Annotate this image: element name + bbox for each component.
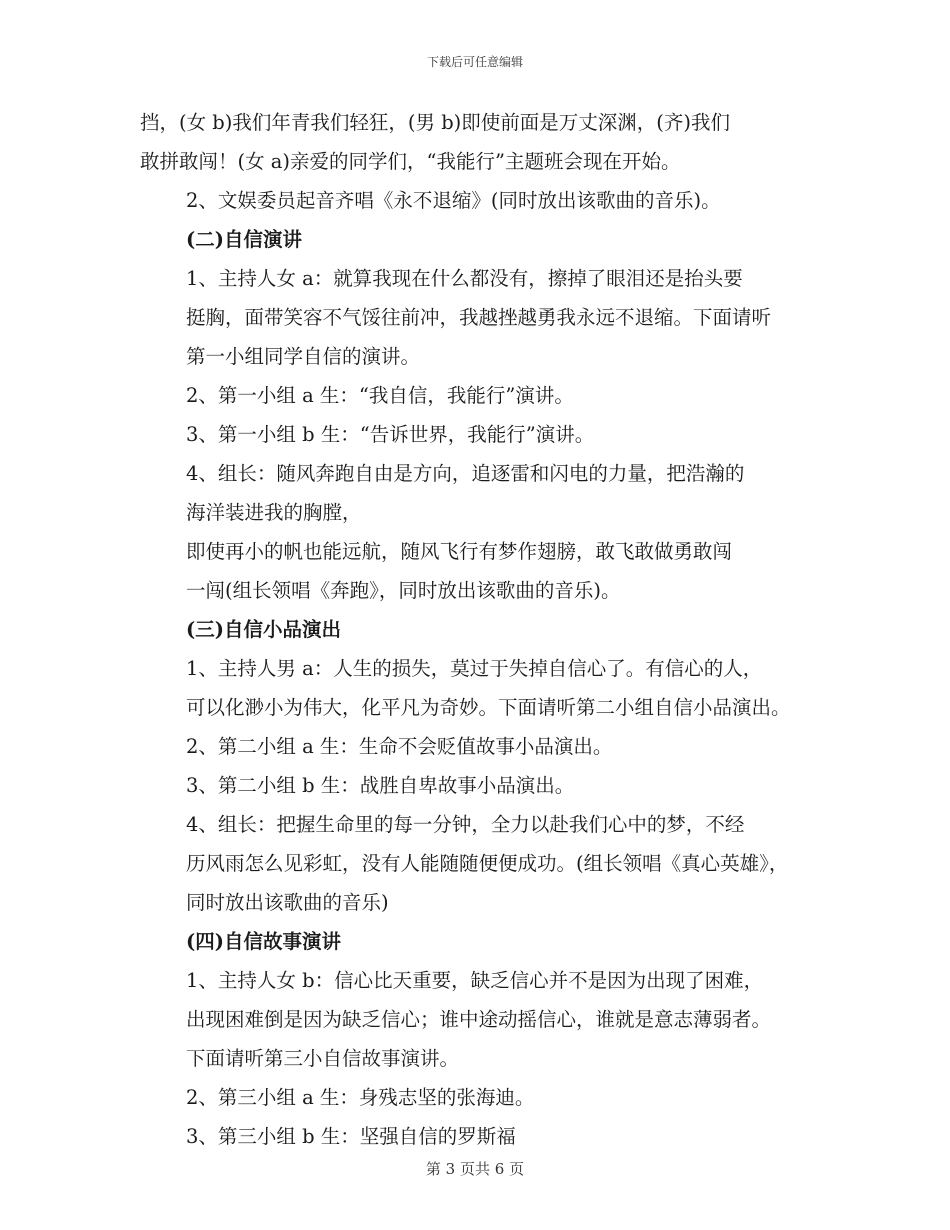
text-line: 同时放出该歌曲的音乐) [186, 891, 389, 914]
text-line: 4、组长：随风奔跑自由是方向，追逐雷和闪电的力量，把浩瀚的 [186, 462, 745, 485]
page-footer: 第 3 页共 6 页 [425, 1160, 525, 1178]
text-line: 敢拼敢闯！(女 a)亲爱的同学们，“我能行”主题班会现在开始。 [140, 150, 681, 173]
text-line: 挺胸，面带笑容不气馁往前冲，我越挫越勇我永远不退缩。下面请听 [186, 306, 772, 329]
section-heading [140, 922, 820, 961]
text-line: 可以化渺小为伟大，化平凡为奇妙。下面请听第二小组自信小品演出。 [186, 696, 791, 719]
text-line: 第一小组同学自信的演讲。 [186, 345, 421, 368]
text-line: 2、文娱委员起音齐唱《永不退缩》(同时放出该歌曲的音乐)。 [186, 189, 721, 212]
text-line: 2、第二小组 a 生：生命不会贬值故事小品演出。 [186, 735, 613, 758]
text-line: 出现困难倒是因为缺乏信心；谁中途动摇信心，谁就是意志薄弱者。 [186, 1008, 772, 1031]
paragraph [140, 103, 820, 181]
text-line: 3、第三小组 b 生：坚强自信的罗斯福 [186, 1125, 516, 1148]
text-line: 历风雨怎么见彩虹，没有人能随随便便成功。(组长领唱《真心英雄》， [186, 852, 789, 875]
text-line: (二)自信演讲 [186, 228, 302, 251]
text-line: 2、第三小组 a 生：身残志坚的张海迪。 [186, 1086, 535, 1109]
paragraph [140, 805, 820, 922]
section-heading [140, 220, 820, 259]
document-body [140, 103, 820, 1156]
text-line: 挡，(女 b)我们年青我们轻狂，(男 b)即使前面是万丈深渊，(齐)我们 [140, 111, 731, 134]
text-line: 3、第一小组 b 生：“告诉世界，我能行”演讲。 [186, 423, 595, 446]
text-line: (四)自信故事演讲 [186, 930, 341, 953]
text-line: 1、主持人女 b：信心比天重要，缺乏信心并不是因为出现了困难， [186, 969, 764, 992]
paragraph [140, 259, 820, 376]
paragraph [140, 766, 820, 805]
paragraph [140, 376, 820, 415]
paragraph [140, 961, 820, 1078]
text-line: 海洋装进我的胸膛， [186, 501, 362, 524]
text-line: 1、主持人男 a：人生的损失，莫过于失掉自信心了。有信心的人， [186, 657, 763, 680]
paragraph [140, 649, 820, 727]
text-line: 1、主持人女 a：就算我现在什么都没有，擦掉了眼泪还是抬头要 [186, 267, 743, 290]
text-line: (三)自信小品演出 [186, 618, 341, 641]
page-header: 下载后可任意编辑 [426, 55, 523, 69]
paragraph [140, 532, 820, 610]
paragraph [140, 1117, 820, 1156]
text-line: 2、第一小组 a 生：“我自信，我能行”演讲。 [186, 384, 574, 407]
text-line: 即使再小的帆也能远航，随风飞行有梦作翅膀，敢飞敢做勇敢闯 [186, 540, 733, 563]
section-heading [140, 610, 820, 649]
text-line: 4、组长：把握生命里的每一分钟，全力以赴我们心中的梦，不经 [186, 813, 745, 836]
paragraph [140, 454, 820, 532]
paragraph [140, 181, 820, 220]
paragraph [140, 727, 820, 766]
text-line: 一闯(组长领唱《奔跑》，同时放出该歌曲的音乐)。 [186, 579, 621, 602]
text-line: 3、第二小组 b 生：战胜自卑故事小品演出。 [186, 774, 575, 797]
paragraph [140, 415, 820, 454]
text-line: 下面请听第三小自信故事演讲。 [186, 1047, 460, 1070]
paragraph [140, 1078, 820, 1117]
